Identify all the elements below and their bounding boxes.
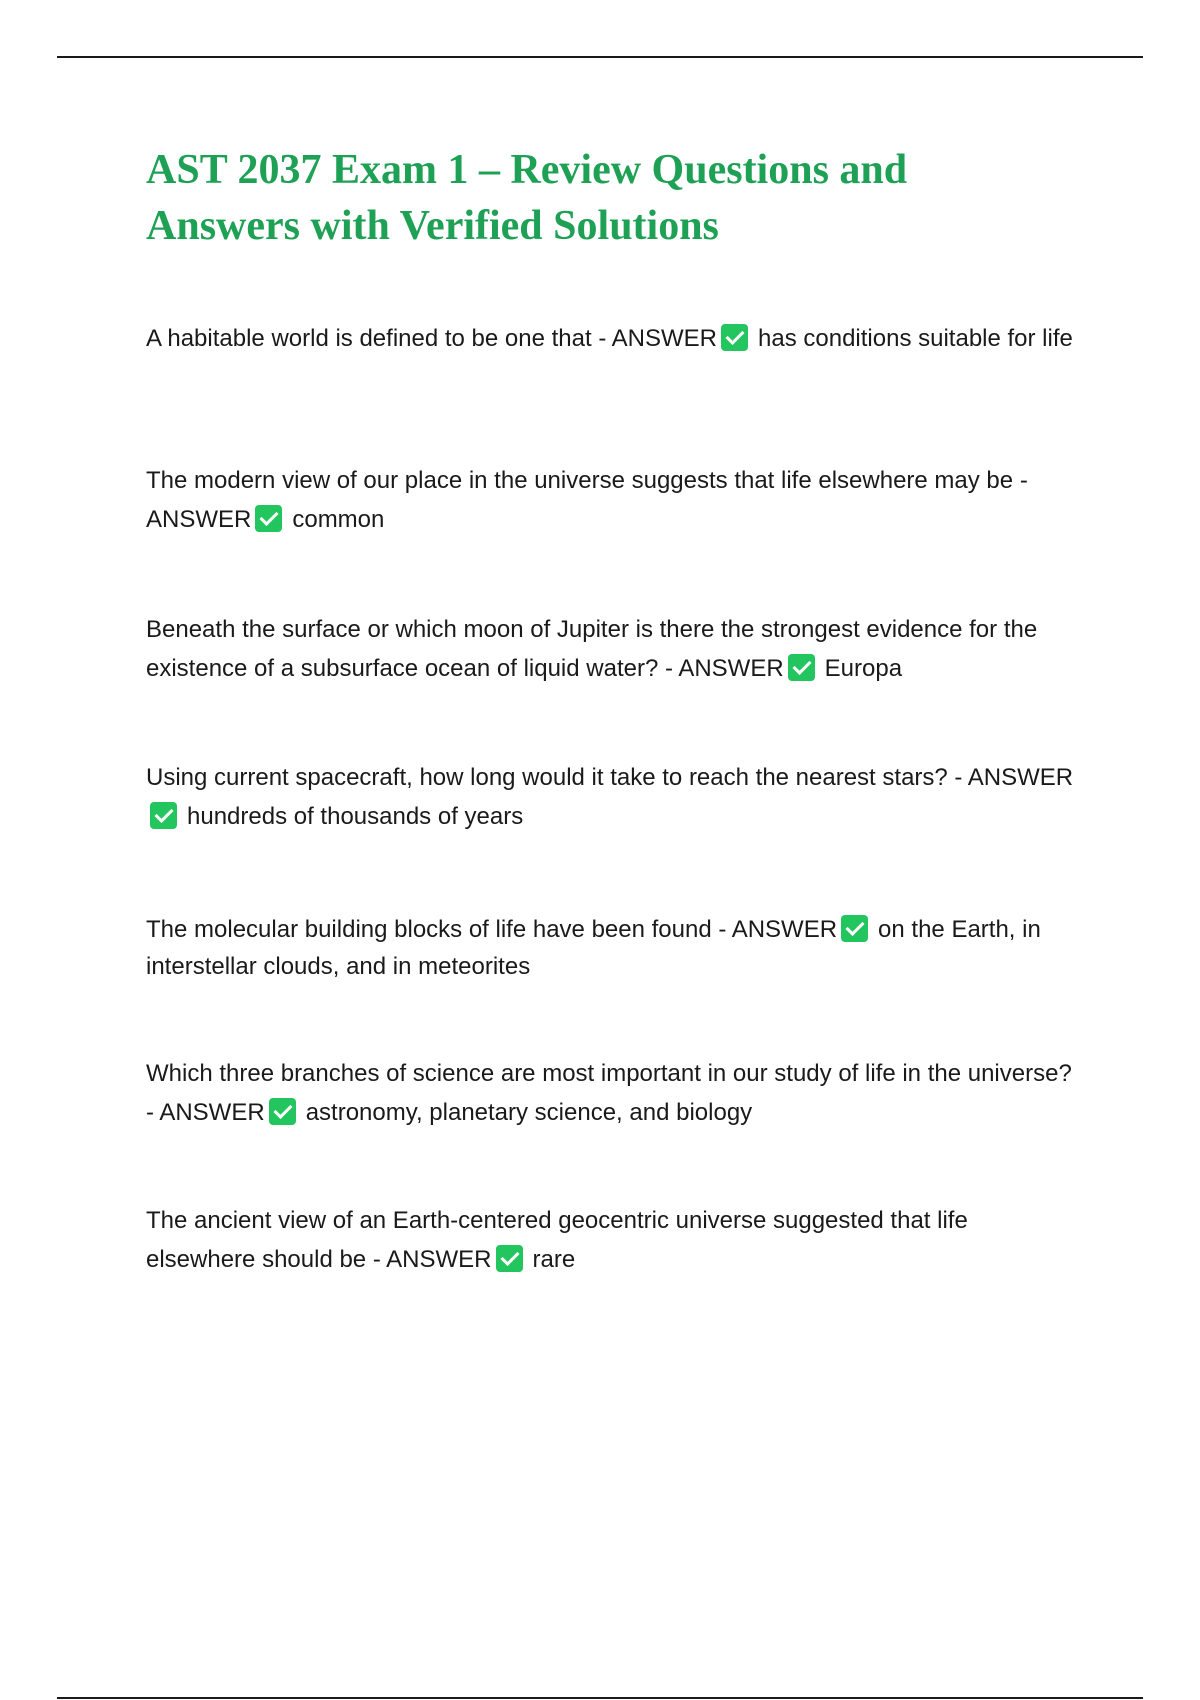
answer-text: Europa bbox=[824, 655, 903, 682]
qa-item-3 bbox=[146, 610, 1081, 688]
question-text: Using current spacecraft, how long would it take to reach the nearest stars? bbox=[146, 764, 948, 791]
answer-marker: - ANSWER bbox=[146, 1099, 265, 1126]
qa-item-6 bbox=[146, 1054, 1081, 1132]
answer-marker: - ANSWER bbox=[146, 467, 1028, 533]
question-text: The modern view of our place in the universe suggests that life elsewhere may be bbox=[146, 467, 1014, 494]
qa-item-4 bbox=[146, 758, 1081, 836]
answer-text: hundreds of thousands of years bbox=[187, 803, 524, 830]
answer-marker: - ANSWER bbox=[372, 1246, 492, 1273]
answer-text: common bbox=[292, 506, 385, 533]
answer-marker: - ANSWER bbox=[954, 764, 1074, 791]
check-icon bbox=[841, 915, 868, 942]
check-icon bbox=[150, 802, 177, 829]
check-icon bbox=[721, 324, 748, 351]
bottom-rule bbox=[57, 1697, 1143, 1699]
check-icon bbox=[269, 1098, 296, 1125]
qa-item-7 bbox=[146, 1201, 1081, 1279]
answer-text: rare bbox=[532, 1246, 576, 1273]
qa-item-1 bbox=[146, 320, 1081, 357]
document-title: AST 2037 Exam 1 – Review Questions and Answers with Verified Solutions bbox=[146, 147, 908, 249]
check-icon bbox=[788, 654, 815, 681]
answer-marker: - ANSWER bbox=[718, 916, 838, 943]
answer-marker: - ANSWER bbox=[664, 655, 784, 682]
check-icon bbox=[496, 1245, 523, 1272]
answer-text: has conditions suitable for life bbox=[758, 325, 1073, 352]
answer-marker: - ANSWER bbox=[598, 325, 718, 352]
answer-text: astronomy, planetary science, and biology bbox=[305, 1099, 753, 1126]
question-text: Beneath the surface or which moon of Jupiter is there the strongest evidence for the existence of a subsurface ocean of liquid water? bbox=[146, 616, 1038, 682]
qa-item-5 bbox=[146, 911, 1081, 985]
top-rule bbox=[57, 56, 1143, 58]
question-text: Which three branches of science are most important in our study of life in the universe? bbox=[146, 1060, 1072, 1087]
check-icon bbox=[255, 505, 282, 532]
qa-item-2 bbox=[146, 461, 1081, 539]
question-text: A habitable world is defined to be one that bbox=[146, 325, 592, 352]
question-text: The molecular building blocks of life have been found bbox=[146, 916, 712, 943]
question-text: The ancient view of an Earth-centered geocentric universe suggested that life elsewhere should be bbox=[146, 1207, 968, 1273]
answer-text: on the Earth, in interstellar clouds, and in meteorites bbox=[146, 916, 1041, 980]
